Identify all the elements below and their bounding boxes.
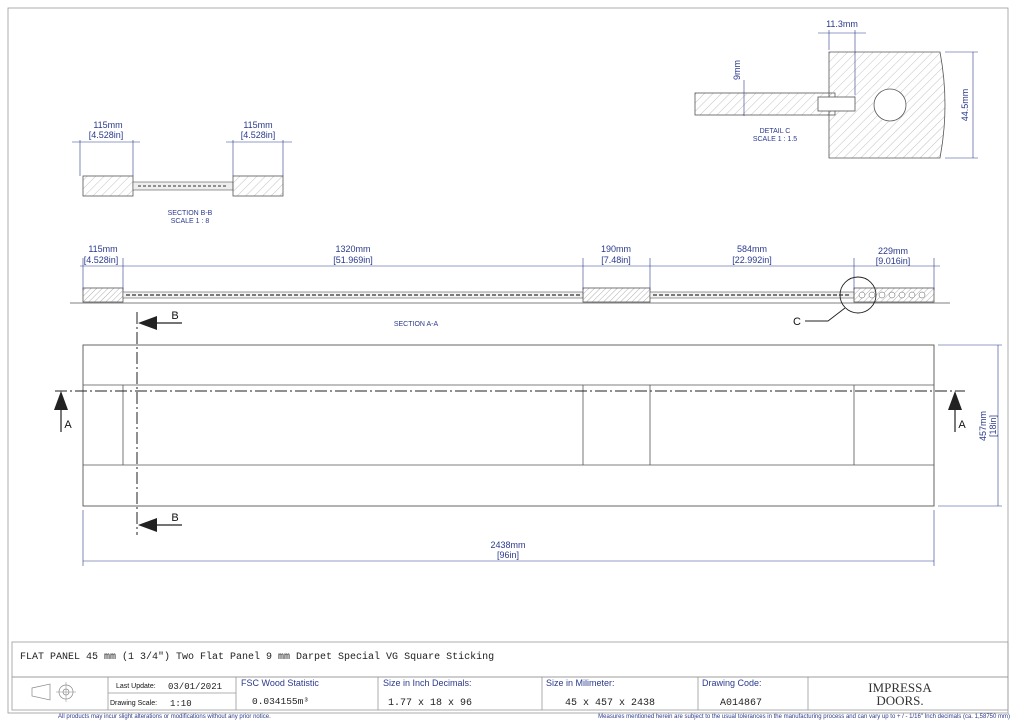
- door-outline: [83, 345, 934, 506]
- logo-line-1: IMPRESSA: [868, 680, 932, 695]
- section-a-label-right: A: [958, 419, 966, 431]
- drawing-scale-value: 1:10: [170, 699, 192, 709]
- section-aa-dim-1-in: [4.528in]: [83, 255, 119, 265]
- section-bb-left-dim: 115mm: [93, 120, 123, 130]
- section-aa-dim-2-mm: 1320mm: [335, 244, 371, 254]
- front-height-dim: 457mm: [978, 410, 988, 442]
- front-view: [54, 310, 1002, 566]
- detail-c-thickness-dim: 44.5mm: [960, 88, 970, 122]
- title-block: [12, 642, 1010, 720]
- section-aa-dim-3-mm: 190mm: [600, 244, 632, 254]
- section-aa-dim-3-in: [7.48in]: [601, 255, 631, 265]
- footer-right-note: Measures mentioned herein are subject to the usual tolerances in the manufacturing process and can vary up to + / - 1/16" Inch decimals (ca. 1,58750 mm): [598, 714, 1010, 720]
- section-b-label-bottom: B: [171, 512, 179, 524]
- section-bb-right-dim-in: [4.528in]: [240, 130, 276, 140]
- section-aa-dim-4-in: [22.992in]: [732, 255, 772, 265]
- fsc-value: 0.034155m³: [252, 696, 310, 707]
- front-width-dim: 2438mm: [490, 540, 526, 550]
- mm-size-value: 45 x 457 x 2438: [565, 698, 656, 709]
- detail-c-panel: [695, 93, 835, 115]
- front-height-dim-in: [18in]: [988, 414, 998, 438]
- section-aa-callout: C: [793, 316, 801, 328]
- section-aa-dim-2-in: [51.969in]: [333, 255, 373, 265]
- detail-c-panel-dim: 9mm: [732, 60, 742, 80]
- section-a-label-left: A: [64, 419, 72, 431]
- section-aa-dim-4-mm: 584mm: [736, 244, 768, 254]
- section-bb-left-dim-in: [4.528in]: [88, 130, 124, 140]
- drawing-description: FLAT PANEL 45 mm (1 3/4") Two Flat Panel 9 mm Darpet Special VG Square Sticking: [20, 652, 495, 663]
- detail-c: [695, 19, 978, 158]
- inch-size-value: 1.77 x 18 x 96: [388, 698, 473, 709]
- section-aa-title: SECTION A-A: [393, 321, 439, 328]
- section-bb-title: SECTION B-B: [167, 210, 213, 217]
- projection-symbol-icon: [32, 682, 76, 702]
- front-width-dim-in: [96in]: [496, 550, 520, 560]
- section-b-label-top: B: [171, 310, 179, 322]
- fsc-label: FSC Wood Statistic: [241, 678, 319, 688]
- detail-c-groove: [818, 97, 855, 111]
- section-aa-dim-5-in: [9.016in]: [875, 256, 911, 266]
- inch-size-label: Size in Inch Decimals:: [383, 678, 472, 688]
- impressa-logo: [868, 680, 932, 708]
- detail-c-scale: SCALE 1 : 1.5: [752, 136, 798, 143]
- logo-line-2: DOORS.: [876, 693, 924, 708]
- footer-left-note: All products may incur slight alterations or modifications without any prior notice.: [58, 714, 271, 720]
- section-aa-dim-1-mm: 115mm: [88, 244, 118, 254]
- last-update-label: Last Update:: [116, 683, 156, 690]
- detail-c-title: DETAIL C: [759, 128, 791, 135]
- drawing-code-label: Drawing Code:: [702, 678, 762, 688]
- drawing-scale-label: Drawing Scale:: [110, 700, 158, 707]
- section-bb-right-dim: 115mm: [243, 120, 273, 130]
- detail-c-width-dim: 11.3mm: [826, 19, 858, 29]
- drawing-code-value: A014867: [720, 698, 763, 709]
- section-bb: [72, 120, 292, 225]
- section-aa: [70, 244, 950, 328]
- detail-c-dowel: [874, 89, 906, 121]
- last-update-value: 03/01/2021: [168, 682, 223, 692]
- section-aa-dim-5-mm: 229mm: [877, 246, 909, 256]
- mm-size-label: Size in Milimeter:: [546, 678, 615, 688]
- section-bb-scale: SCALE 1 : 8: [170, 218, 210, 225]
